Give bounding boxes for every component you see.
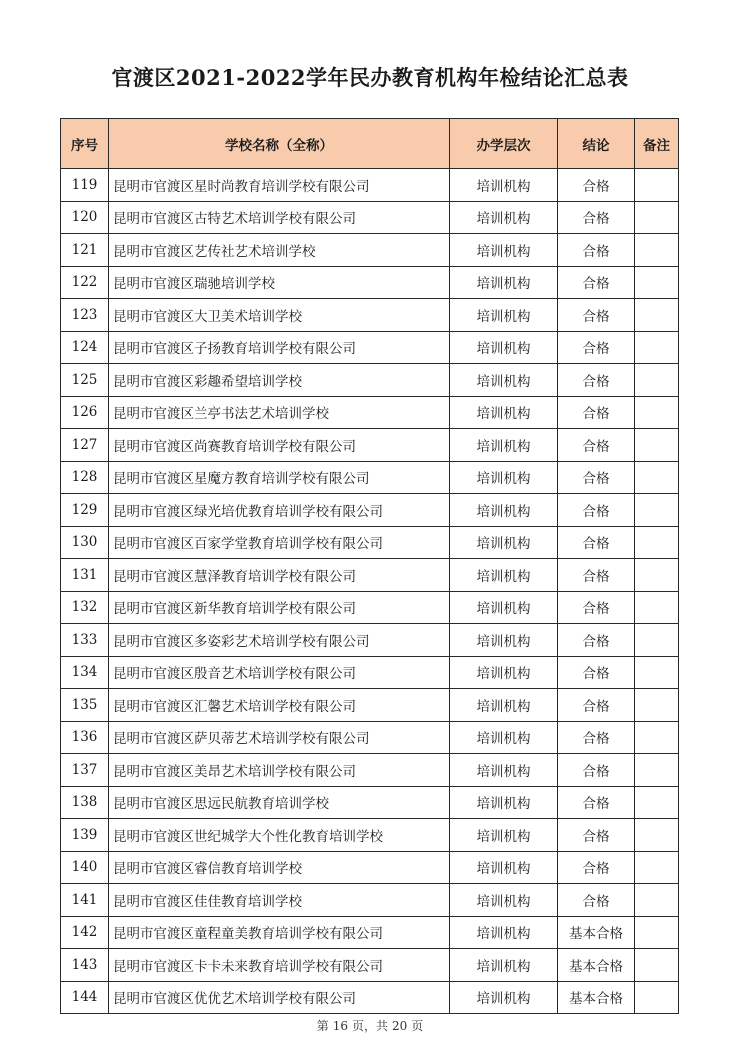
school-name-cell: 昆明市官渡区优优艺术培训学校有限公司 bbox=[109, 981, 450, 1014]
row-number-cell: 119 bbox=[61, 169, 109, 202]
footer-prefix: 第 bbox=[316, 1019, 329, 1033]
inspection-result-cell: 合格 bbox=[558, 429, 635, 462]
table-row bbox=[61, 396, 679, 429]
school-name-cell: 昆明市官渡区尚赛教育培训学校有限公司 bbox=[109, 429, 450, 462]
inspection-result-cell: 合格 bbox=[558, 494, 635, 527]
remark-cell bbox=[635, 331, 679, 364]
table-row bbox=[61, 786, 679, 819]
inspection-result-cell: 合格 bbox=[558, 396, 635, 429]
table-row bbox=[61, 299, 679, 332]
row-number-cell: 141 bbox=[61, 884, 109, 917]
column-header-remark: 备注 bbox=[635, 119, 679, 169]
school-name-cell: 昆明市官渡区多姿彩艺术培训学校有限公司 bbox=[109, 624, 450, 657]
remark-cell bbox=[635, 591, 679, 624]
table-row bbox=[61, 201, 679, 234]
remark-cell bbox=[635, 819, 679, 852]
table-row bbox=[61, 526, 679, 559]
table-row bbox=[61, 981, 679, 1014]
row-number-cell: 130 bbox=[61, 526, 109, 559]
inspection-result-cell: 合格 bbox=[558, 786, 635, 819]
remark-cell bbox=[635, 916, 679, 949]
footer-page-number: 16 bbox=[332, 1019, 348, 1033]
row-number-cell: 144 bbox=[61, 981, 109, 1014]
table-row bbox=[61, 461, 679, 494]
remark-cell bbox=[635, 721, 679, 754]
inspection-result-cell: 合格 bbox=[558, 559, 635, 592]
row-number-cell: 128 bbox=[61, 461, 109, 494]
school-name-cell: 昆明市官渡区睿信教育培训学校 bbox=[109, 851, 450, 884]
remark-cell bbox=[635, 559, 679, 592]
page-footer bbox=[0, 1017, 740, 1034]
school-level-cell: 培训机构 bbox=[450, 299, 558, 332]
table-row bbox=[61, 754, 679, 787]
school-name-cell: 昆明市官渡区新华教育培训学校有限公司 bbox=[109, 591, 450, 624]
row-number-cell: 127 bbox=[61, 429, 109, 462]
inspection-result-cell: 合格 bbox=[558, 624, 635, 657]
row-number-cell: 143 bbox=[61, 949, 109, 982]
school-level-cell: 培训机构 bbox=[450, 819, 558, 852]
remark-cell bbox=[635, 266, 679, 299]
remark-cell bbox=[635, 949, 679, 982]
table-row bbox=[61, 884, 679, 917]
school-level-cell: 培训机构 bbox=[450, 591, 558, 624]
inspection-result-cell: 合格 bbox=[558, 754, 635, 787]
document-title: 官渡区2021-2022学年民办教育机构年检结论汇总表 bbox=[111, 65, 629, 90]
remark-cell bbox=[635, 364, 679, 397]
remark-cell bbox=[635, 299, 679, 332]
table-row bbox=[61, 916, 679, 949]
inspection-result-cell: 合格 bbox=[558, 851, 635, 884]
inspection-result-cell: 合格 bbox=[558, 299, 635, 332]
inspection-result-cell: 合格 bbox=[558, 169, 635, 202]
school-level-cell: 培训机构 bbox=[450, 786, 558, 819]
school-level-cell: 培训机构 bbox=[450, 689, 558, 722]
inspection-result-cell: 合格 bbox=[558, 819, 635, 852]
remark-cell bbox=[635, 494, 679, 527]
inspection-result-cell: 合格 bbox=[558, 526, 635, 559]
inspection-result-cell: 合格 bbox=[558, 689, 635, 722]
remark-cell bbox=[635, 689, 679, 722]
school-name-cell: 昆明市官渡区星时尚教育培训学校有限公司 bbox=[109, 169, 450, 202]
row-number-cell: 132 bbox=[61, 591, 109, 624]
table-row bbox=[61, 364, 679, 397]
school-level-cell: 培训机构 bbox=[450, 201, 558, 234]
school-level-cell: 培训机构 bbox=[450, 884, 558, 917]
school-name-cell: 昆明市官渡区兰亭书法艺术培训学校 bbox=[109, 396, 450, 429]
table-row bbox=[61, 949, 679, 982]
school-name-cell: 昆明市官渡区佳佳教育培训学校 bbox=[109, 884, 450, 917]
remark-cell bbox=[635, 786, 679, 819]
row-number-cell: 142 bbox=[61, 916, 109, 949]
school-name-cell: 昆明市官渡区思远民航教育培训学校 bbox=[109, 786, 450, 819]
inspection-result-cell: 合格 bbox=[558, 266, 635, 299]
table-row bbox=[61, 234, 679, 267]
school-level-cell: 培训机构 bbox=[450, 494, 558, 527]
school-level-cell: 培训机构 bbox=[450, 949, 558, 982]
table-row bbox=[61, 689, 679, 722]
school-level-cell: 培训机构 bbox=[450, 656, 558, 689]
row-number-cell: 125 bbox=[61, 364, 109, 397]
table-row bbox=[61, 169, 679, 202]
school-level-cell: 培训机构 bbox=[450, 461, 558, 494]
school-name-cell: 昆明市官渡区童程童美教育培训学校有限公司 bbox=[109, 916, 450, 949]
school-name-cell: 昆明市官渡区殷音艺术培训学校有限公司 bbox=[109, 656, 450, 689]
school-name-cell: 昆明市官渡区世纪城学大个性化教育培训学校 bbox=[109, 819, 450, 852]
school-level-cell: 培训机构 bbox=[450, 721, 558, 754]
school-level-cell: 培训机构 bbox=[450, 234, 558, 267]
inspection-result-cell: 合格 bbox=[558, 461, 635, 494]
table-row bbox=[61, 819, 679, 852]
inspection-result-cell: 合格 bbox=[558, 364, 635, 397]
row-number-cell: 137 bbox=[61, 754, 109, 787]
inspection-result-cell: 合格 bbox=[558, 331, 635, 364]
remark-cell bbox=[635, 429, 679, 462]
inspection-result-cell: 合格 bbox=[558, 234, 635, 267]
remark-cell bbox=[635, 396, 679, 429]
remark-cell bbox=[635, 981, 679, 1014]
table-row bbox=[61, 591, 679, 624]
table-header-row bbox=[61, 119, 679, 169]
school-name-cell: 昆明市官渡区星魔方教育培训学校有限公司 bbox=[109, 461, 450, 494]
table-row bbox=[61, 331, 679, 364]
row-number-cell: 135 bbox=[61, 689, 109, 722]
row-number-cell: 122 bbox=[61, 266, 109, 299]
column-header-name: 学校名称（全称） bbox=[109, 119, 450, 169]
remark-cell bbox=[635, 461, 679, 494]
row-number-cell: 138 bbox=[61, 786, 109, 819]
school-level-cell: 培训机构 bbox=[450, 266, 558, 299]
remark-cell bbox=[635, 201, 679, 234]
row-number-cell: 129 bbox=[61, 494, 109, 527]
school-name-cell: 昆明市官渡区汇馨艺术培训学校有限公司 bbox=[109, 689, 450, 722]
remark-cell bbox=[635, 754, 679, 787]
school-level-cell: 培训机构 bbox=[450, 396, 558, 429]
inspection-result-cell: 合格 bbox=[558, 721, 635, 754]
inspection-result-cell: 合格 bbox=[558, 201, 635, 234]
row-number-cell: 134 bbox=[61, 656, 109, 689]
table-row bbox=[61, 851, 679, 884]
inspection-result-cell: 合格 bbox=[558, 591, 635, 624]
row-number-cell: 124 bbox=[61, 331, 109, 364]
table-row bbox=[61, 656, 679, 689]
table-row bbox=[61, 266, 679, 299]
school-name-cell: 昆明市官渡区瑞驰培训学校 bbox=[109, 266, 450, 299]
school-name-cell: 昆明市官渡区百家学堂教育培训学校有限公司 bbox=[109, 526, 450, 559]
school-name-cell: 昆明市官渡区艺传社艺术培训学校 bbox=[109, 234, 450, 267]
school-name-cell: 昆明市官渡区子扬教育培训学校有限公司 bbox=[109, 331, 450, 364]
school-level-cell: 培训机构 bbox=[450, 559, 558, 592]
table-body bbox=[61, 169, 679, 1014]
school-name-cell: 昆明市官渡区卡卡未来教育培训学校有限公司 bbox=[109, 949, 450, 982]
inspection-result-cell: 基本合格 bbox=[558, 916, 635, 949]
school-name-cell: 昆明市官渡区绿光培优教育培训学校有限公司 bbox=[109, 494, 450, 527]
school-level-cell: 培训机构 bbox=[450, 851, 558, 884]
school-name-cell: 昆明市官渡区萨贝蒂艺术培训学校有限公司 bbox=[109, 721, 450, 754]
school-level-cell: 培训机构 bbox=[450, 331, 558, 364]
school-level-cell: 培训机构 bbox=[450, 754, 558, 787]
remark-cell bbox=[635, 884, 679, 917]
school-name-cell: 昆明市官渡区美昂艺术培训学校有限公司 bbox=[109, 754, 450, 787]
table-row bbox=[61, 429, 679, 462]
column-header-result: 结论 bbox=[558, 119, 635, 169]
school-name-cell: 昆明市官渡区慧泽教育培训学校有限公司 bbox=[109, 559, 450, 592]
row-number-cell: 123 bbox=[61, 299, 109, 332]
school-level-cell: 培训机构 bbox=[450, 429, 558, 462]
remark-cell bbox=[635, 234, 679, 267]
row-number-cell: 139 bbox=[61, 819, 109, 852]
table-row bbox=[61, 624, 679, 657]
remark-cell bbox=[635, 624, 679, 657]
row-number-cell: 133 bbox=[61, 624, 109, 657]
row-number-cell: 121 bbox=[61, 234, 109, 267]
table-row bbox=[61, 559, 679, 592]
school-name-cell: 昆明市官渡区大卫美术培训学校 bbox=[109, 299, 450, 332]
footer-suffix: 页 bbox=[411, 1019, 424, 1033]
inspection-result-cell: 基本合格 bbox=[558, 949, 635, 982]
row-number-cell: 140 bbox=[61, 851, 109, 884]
footer-mid: 页，共 bbox=[351, 1019, 388, 1033]
school-level-cell: 培训机构 bbox=[450, 169, 558, 202]
inspection-result-cell: 基本合格 bbox=[558, 981, 635, 1014]
school-name-cell: 昆明市官渡区古特艺术培训学校有限公司 bbox=[109, 201, 450, 234]
inspection-result-cell: 合格 bbox=[558, 656, 635, 689]
table-row bbox=[61, 721, 679, 754]
remark-cell bbox=[635, 526, 679, 559]
remark-cell bbox=[635, 656, 679, 689]
table-row bbox=[61, 494, 679, 527]
school-level-cell: 培训机构 bbox=[450, 916, 558, 949]
column-header-no: 序号 bbox=[61, 119, 109, 169]
school-level-cell: 培训机构 bbox=[450, 526, 558, 559]
row-number-cell: 120 bbox=[61, 201, 109, 234]
column-header-level: 办学层次 bbox=[450, 119, 558, 169]
footer-total-pages: 20 bbox=[392, 1019, 408, 1033]
row-number-cell: 126 bbox=[61, 396, 109, 429]
school-level-cell: 培训机构 bbox=[450, 981, 558, 1014]
school-name-cell: 昆明市官渡区彩趣希望培训学校 bbox=[109, 364, 450, 397]
remark-cell bbox=[635, 169, 679, 202]
inspection-result-cell: 合格 bbox=[558, 884, 635, 917]
row-number-cell: 131 bbox=[61, 559, 109, 592]
row-number-cell: 136 bbox=[61, 721, 109, 754]
school-level-cell: 培训机构 bbox=[450, 624, 558, 657]
remark-cell bbox=[635, 851, 679, 884]
school-level-cell: 培训机构 bbox=[450, 364, 558, 397]
inspection-results-table bbox=[60, 118, 679, 1014]
